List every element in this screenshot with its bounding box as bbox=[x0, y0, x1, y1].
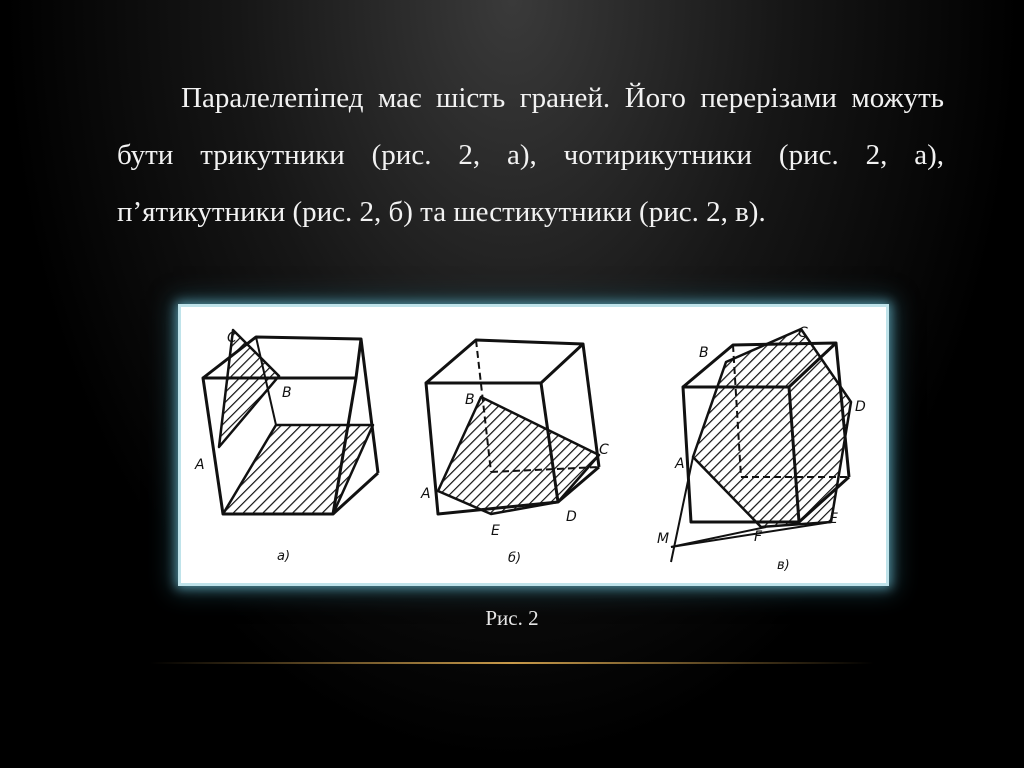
label-b-e: E bbox=[491, 523, 500, 539]
label-c-m: M bbox=[657, 531, 670, 547]
parallelepiped-sections-drawing bbox=[181, 307, 886, 583]
figure-image bbox=[181, 307, 886, 583]
caption-c: в) bbox=[777, 558, 790, 573]
label-b-b: B bbox=[465, 392, 475, 408]
caption-b: б) bbox=[508, 551, 522, 566]
figure-a bbox=[203, 330, 378, 514]
body-paragraph: Паралелепіпед має шість граней. Його перерізами можуть бути трикутники (рис. 2, а), чотирикутники (рис. 2, а), п’ятикутники (рис. 2, б) та шестикутники (рис. 2, в). bbox=[117, 82, 944, 228]
section-quadrilateral bbox=[223, 425, 373, 514]
label-c-b: B bbox=[699, 345, 709, 361]
label-c-e: E bbox=[829, 511, 838, 527]
label-a-a: A bbox=[195, 457, 205, 473]
label-a-c: C bbox=[227, 330, 237, 346]
section-triangle bbox=[219, 330, 279, 447]
caption-a: а) bbox=[277, 549, 291, 564]
label-b-d: D bbox=[566, 509, 577, 525]
label-c-c: C bbox=[798, 325, 808, 341]
label-b-c: C bbox=[599, 442, 609, 458]
label-c-d: D bbox=[855, 399, 866, 415]
figure-c bbox=[671, 329, 851, 562]
label-c-a: A bbox=[675, 456, 685, 472]
accent-divider bbox=[150, 662, 874, 664]
label-a-b: B bbox=[282, 385, 292, 401]
label-b-a: A bbox=[421, 486, 431, 502]
label-c-f: F bbox=[754, 529, 763, 545]
figure-b bbox=[426, 340, 599, 514]
section-pentagon bbox=[438, 397, 599, 514]
figure-caption: Рис. 2 bbox=[485, 606, 539, 630]
